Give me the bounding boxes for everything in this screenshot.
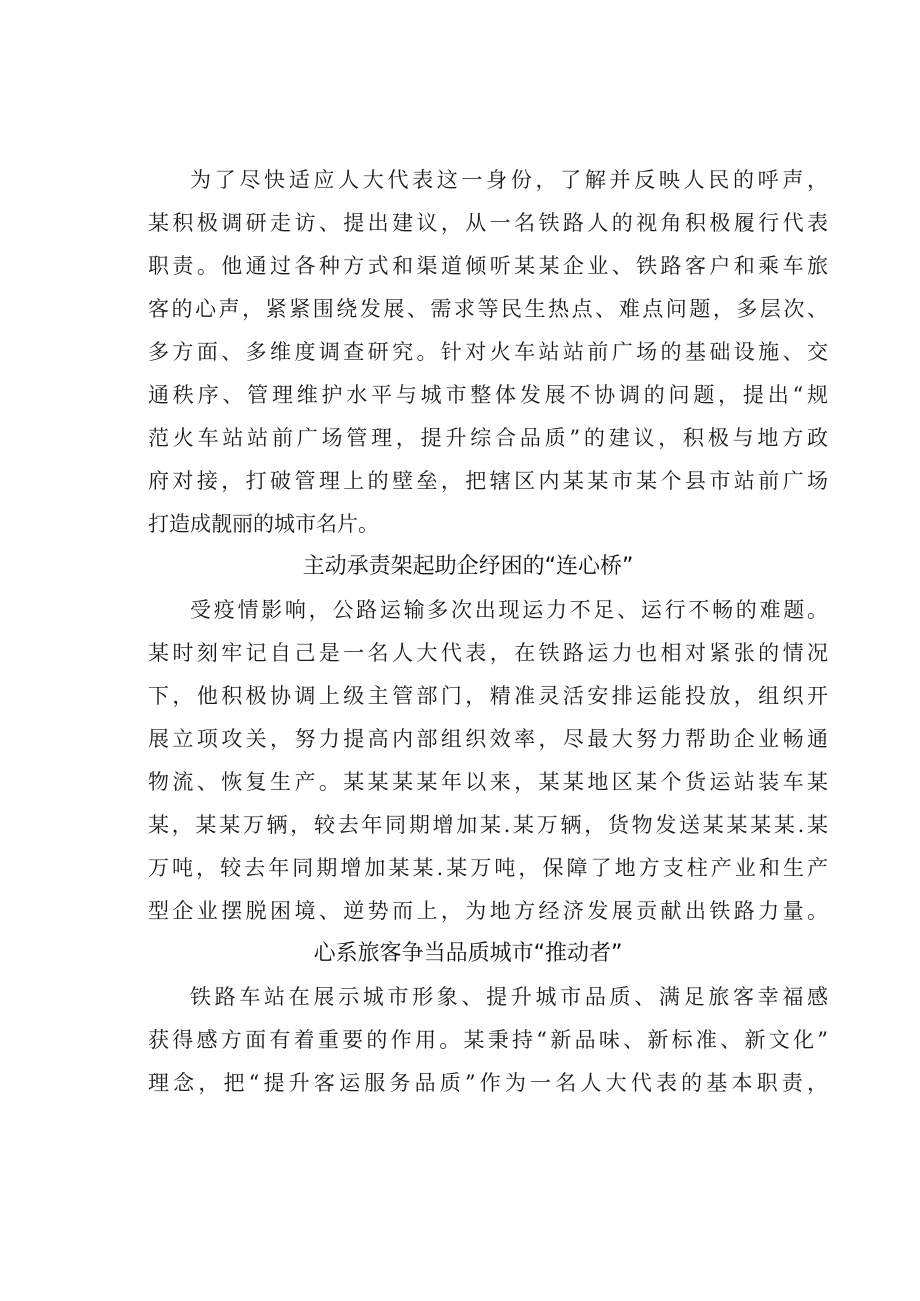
paragraph-1-line: 通秩序、管理维护水平与城市整体发展不协调的问题，提出“规 (148, 383, 828, 407)
paragraph-3-line: 获得感方面有着重要的作用。某秉持“新品味、新标准、新文化” (148, 1028, 828, 1052)
section-heading-2: 心系旅客争当品质城市“推动者” (313, 941, 623, 966)
paragraph-2-line: 展立项攻关，努力提高内部组织效率，尽最大努力帮助企业畅通 (148, 727, 828, 751)
paragraph-2-line: 某时刻牢记自己是一名人大代表，在铁路运力也相对紧张的情况 (148, 641, 828, 665)
paragraph-2-line: 万吨，较去年同期增加某某.某万吨，保障了地方支柱产业和生产 (148, 856, 828, 880)
paragraph-1-line: 客的心声，紧紧围绕发展、需求等民生热点、难点问题，多层次、 (148, 297, 828, 321)
paragraph-1-line: 某积极调研走访、提出建议，从一名铁路人的视角积极履行代表 (148, 211, 828, 235)
paragraph-1-line: 范火车站站前广场管理，提升综合品质”的建议，积极与地方政 (148, 426, 828, 450)
paragraph-1-line: 打造成靓丽的城市名片。 (148, 512, 379, 536)
paragraph-1-line: 职责。他通过各种方式和渠道倾听某某企业、铁路客户和乘车旅 (148, 254, 828, 278)
section-heading-1: 主动承责架起助企纾困的“连心桥” (302, 554, 634, 579)
paragraph-1-line: 多方面、多维度调查研究。针对火车站站前广场的基础设施、交 (148, 340, 828, 364)
paragraph-1-line: 府对接，打破管理上的壁垒，把辖区内某某市某个县市站前广场 (148, 469, 828, 493)
paragraph-2-line: 物流、恢复生产。某某某某年以来，某某地区某个货运站装车某 (148, 770, 828, 794)
paragraph-3-line: 理念，把“提升客运服务品质”作为一名人大代表的基本职责， (148, 1071, 828, 1095)
paragraph-2-line: 下，他积极协调上级主管部门，精准灵活安排运能投放，组织开 (148, 684, 828, 708)
paragraph-1-line: 为了尽快适应人大代表这一身份，了解并反映人民的呼声， (190, 168, 828, 192)
paragraph-2-line: 受疫情影响，公路运输多次出现运力不足、运行不畅的难题。 (190, 598, 828, 622)
paragraph-2-line: 型企业摆脱困境、逆势而上，为地方经济发展贡献出铁路力量。 (148, 899, 828, 923)
paragraph-3-line: 铁路车站在展示城市形象、提升城市品质、满足旅客幸福感 (190, 985, 828, 1009)
paragraph-2-line: 某，某某万辆，较去年同期增加某.某万辆，货物发送某某某某.某 (148, 813, 828, 837)
